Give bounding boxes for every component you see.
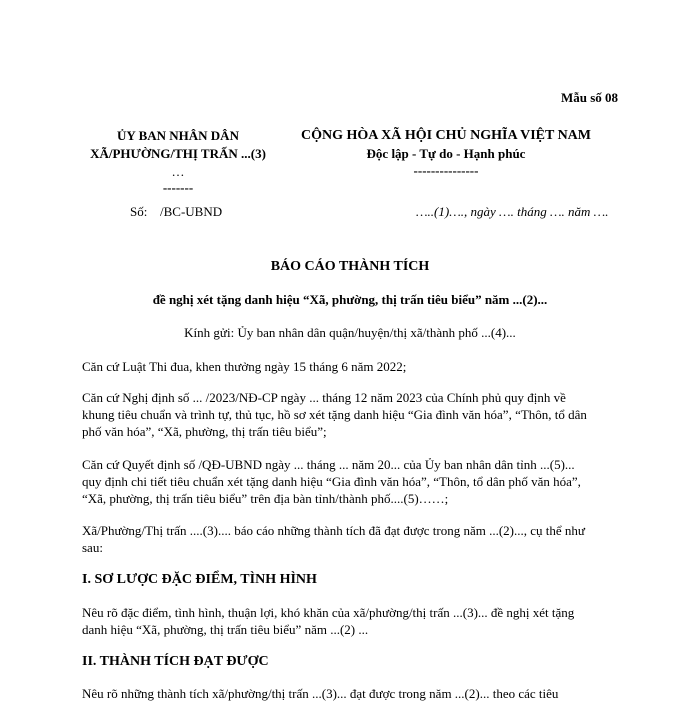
national-motto: Độc lập - Tự do - Hạnh phúc <box>366 146 526 161</box>
form-number: Mẫu số 08 <box>560 90 618 105</box>
report-subtitle: đề nghị xét tặng danh hiệu “Xã, phường, thị trấn tiêu biểu” năm ...(2)... <box>152 292 548 307</box>
legal-basis-3-line3: “Xã, phường, thị trấn tiêu biểu” trên địa bàn tỉnh/thành phố....(5)……; <box>82 491 449 506</box>
national-title: CỘNG HÒA XÃ HỘI CHỦ NGHĨA VIỆT NAM <box>300 128 591 143</box>
report-title: BÁO CÁO THÀNH TÍCH <box>270 259 430 274</box>
section-1-line2: danh hiệu “Xã, phường, thị trấn tiêu biểu” năm ...(2) ... <box>82 622 369 637</box>
addressee: Kính gửi: Ủy ban nhân dân quận/huyện/thị xã/thành phố ...(4)... <box>184 325 516 340</box>
section-1-line1: Nêu rõ đặc điểm, tình hình, thuận lợi, khó khăn của xã/phường/thị trấn ...(3)... đề nghị xét tặng <box>82 605 575 620</box>
date-line: …..(1)…., ngày …. tháng …. năm …. <box>416 204 609 219</box>
right-header-divider: --------------- <box>413 163 479 178</box>
report-intro-line1: Xã/Phường/Thị trấn ....(3).... báo cáo những thành tích đã đạt được trong năm ...(2)..., cụ thể như <box>82 523 585 538</box>
section-2-line1: Nêu rõ những thành tích xã/phường/thị trấn ...(3)... đạt được trong năm ...(2)... theo các tiêu <box>82 686 559 701</box>
legal-basis-2-line2: khung tiêu chuẩn và trình tự, thủ tục, hồ sơ xét tặng danh hiệu “Gia đình văn hóa”, “Thôn, tổ dân <box>82 407 587 422</box>
legal-basis-3-line2: quy định chi tiết tiêu chuẩn xét tặng danh hiệu “Gia đình văn hóa”, “Thôn, tổ dân phố văn hóa”, <box>82 474 581 489</box>
left-header-line2: XÃ/PHƯỜNG/THỊ TRẤN ...(3) <box>90 146 266 161</box>
legal-basis-1: Căn cứ Luật Thi đua, khen thưởng ngày 15 tháng 6 năm 2022; <box>82 359 407 374</box>
legal-basis-2-line3: phố văn hóa”, “Xã, phường, thị trấn tiêu biểu”; <box>82 424 327 439</box>
legal-basis-3-line1: Căn cứ Quyết định số /QĐ-UBND ngày ... tháng ... năm 20... của Ủy ban nhân dân tỉnh ...(5)... <box>82 457 575 472</box>
left-header-line1: ỦY BAN NHÂN DÂN <box>117 128 239 143</box>
report-intro-line2: sau: <box>82 540 103 555</box>
section-2-heading: II. THÀNH TÍCH ĐẠT ĐƯỢC <box>82 654 269 669</box>
doc-number-label: Số: <box>130 204 148 219</box>
legal-basis-2-line1: Căn cứ Nghị định số ... /2023/NĐ-CP ngày ... tháng 12 năm 2023 của Chính phủ quy định về <box>82 390 566 405</box>
section-1-heading: I. SƠ LƯỢC ĐẶC ĐIỂM, TÌNH HÌNH <box>82 572 317 587</box>
doc-number-value: /BC-UBND <box>160 204 223 219</box>
left-header-divider: ------- <box>162 180 194 195</box>
left-header-line3: … <box>171 164 185 179</box>
